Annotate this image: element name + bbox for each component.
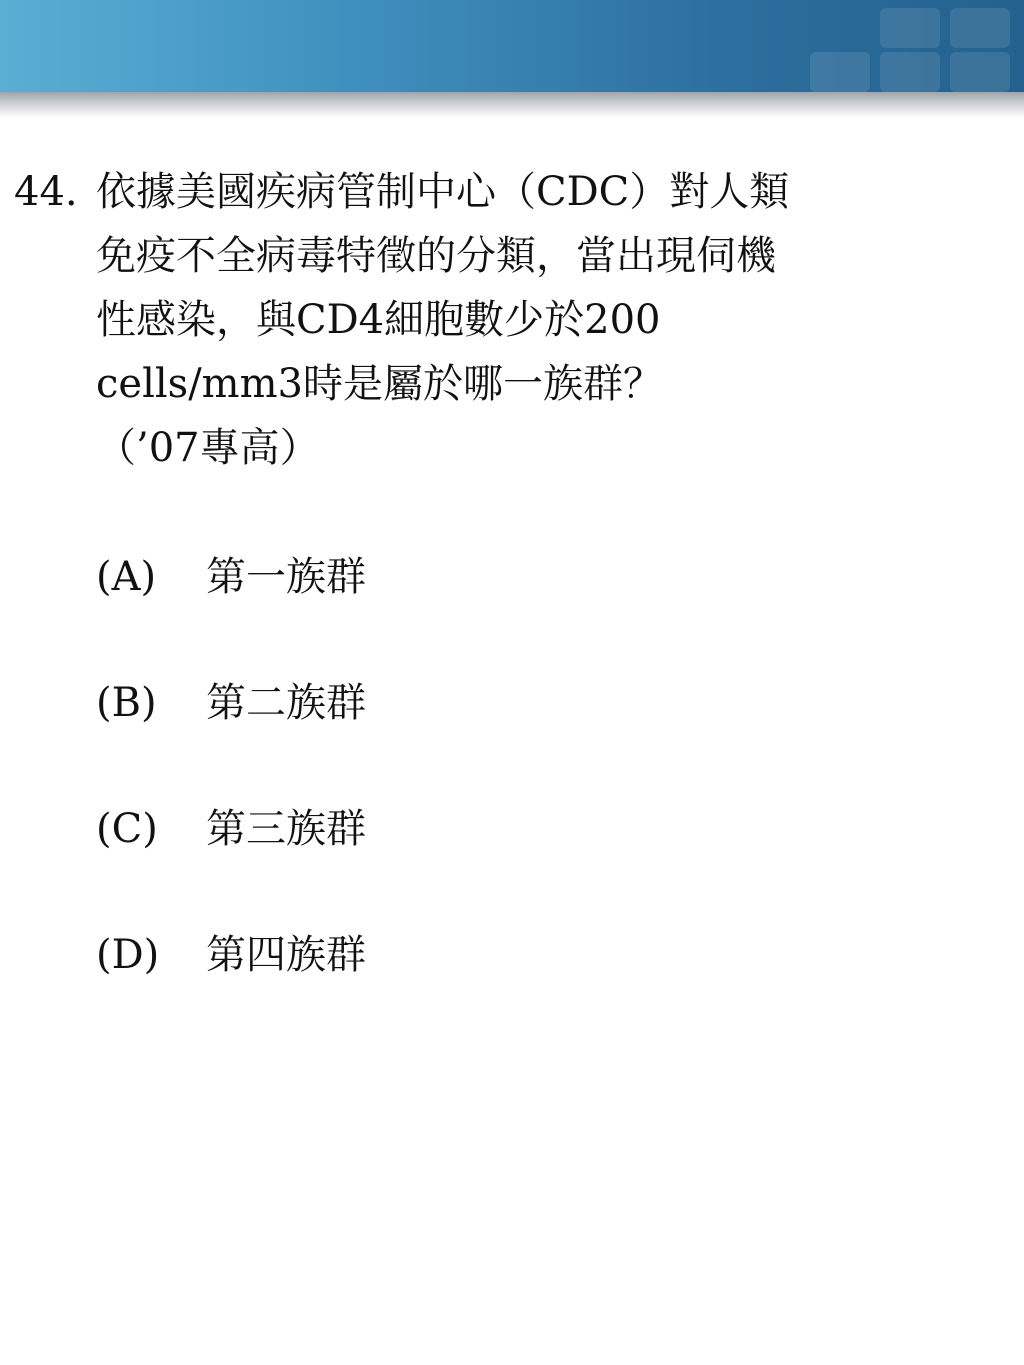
- option-d[interactable]: [96, 923, 366, 987]
- banner-decoration: [880, 52, 940, 92]
- banner-shadow: [0, 92, 1024, 118]
- options-list: [96, 545, 366, 1049]
- option-text: 第三族群: [206, 806, 366, 852]
- banner-decoration: [950, 8, 1010, 48]
- header-banner: [0, 0, 1024, 92]
- question-text: 依據美國疾病管制中心（CDC）對人類 免疫不全病毒特徵的分類，當出現伺機 性感染，與CD4細胞數少於200 cells/mm3時是屬於哪一族群？ （’07專高）: [96, 169, 790, 471]
- option-text: 第四族群: [206, 932, 366, 978]
- option-label: (C): [96, 806, 158, 852]
- option-c[interactable]: [96, 797, 366, 861]
- option-text: 第一族群: [206, 554, 366, 600]
- banner-decoration: [950, 52, 1010, 92]
- question-number: 44.: [14, 169, 78, 215]
- option-b[interactable]: [96, 671, 366, 735]
- banner-decoration: [810, 52, 870, 92]
- option-label: (B): [96, 680, 157, 726]
- option-label: (D): [96, 932, 160, 978]
- option-text: 第二族群: [206, 680, 366, 726]
- banner-decoration: [880, 8, 940, 48]
- option-a[interactable]: [96, 545, 366, 609]
- question-block: [14, 160, 1014, 480]
- option-label: (A): [96, 554, 157, 600]
